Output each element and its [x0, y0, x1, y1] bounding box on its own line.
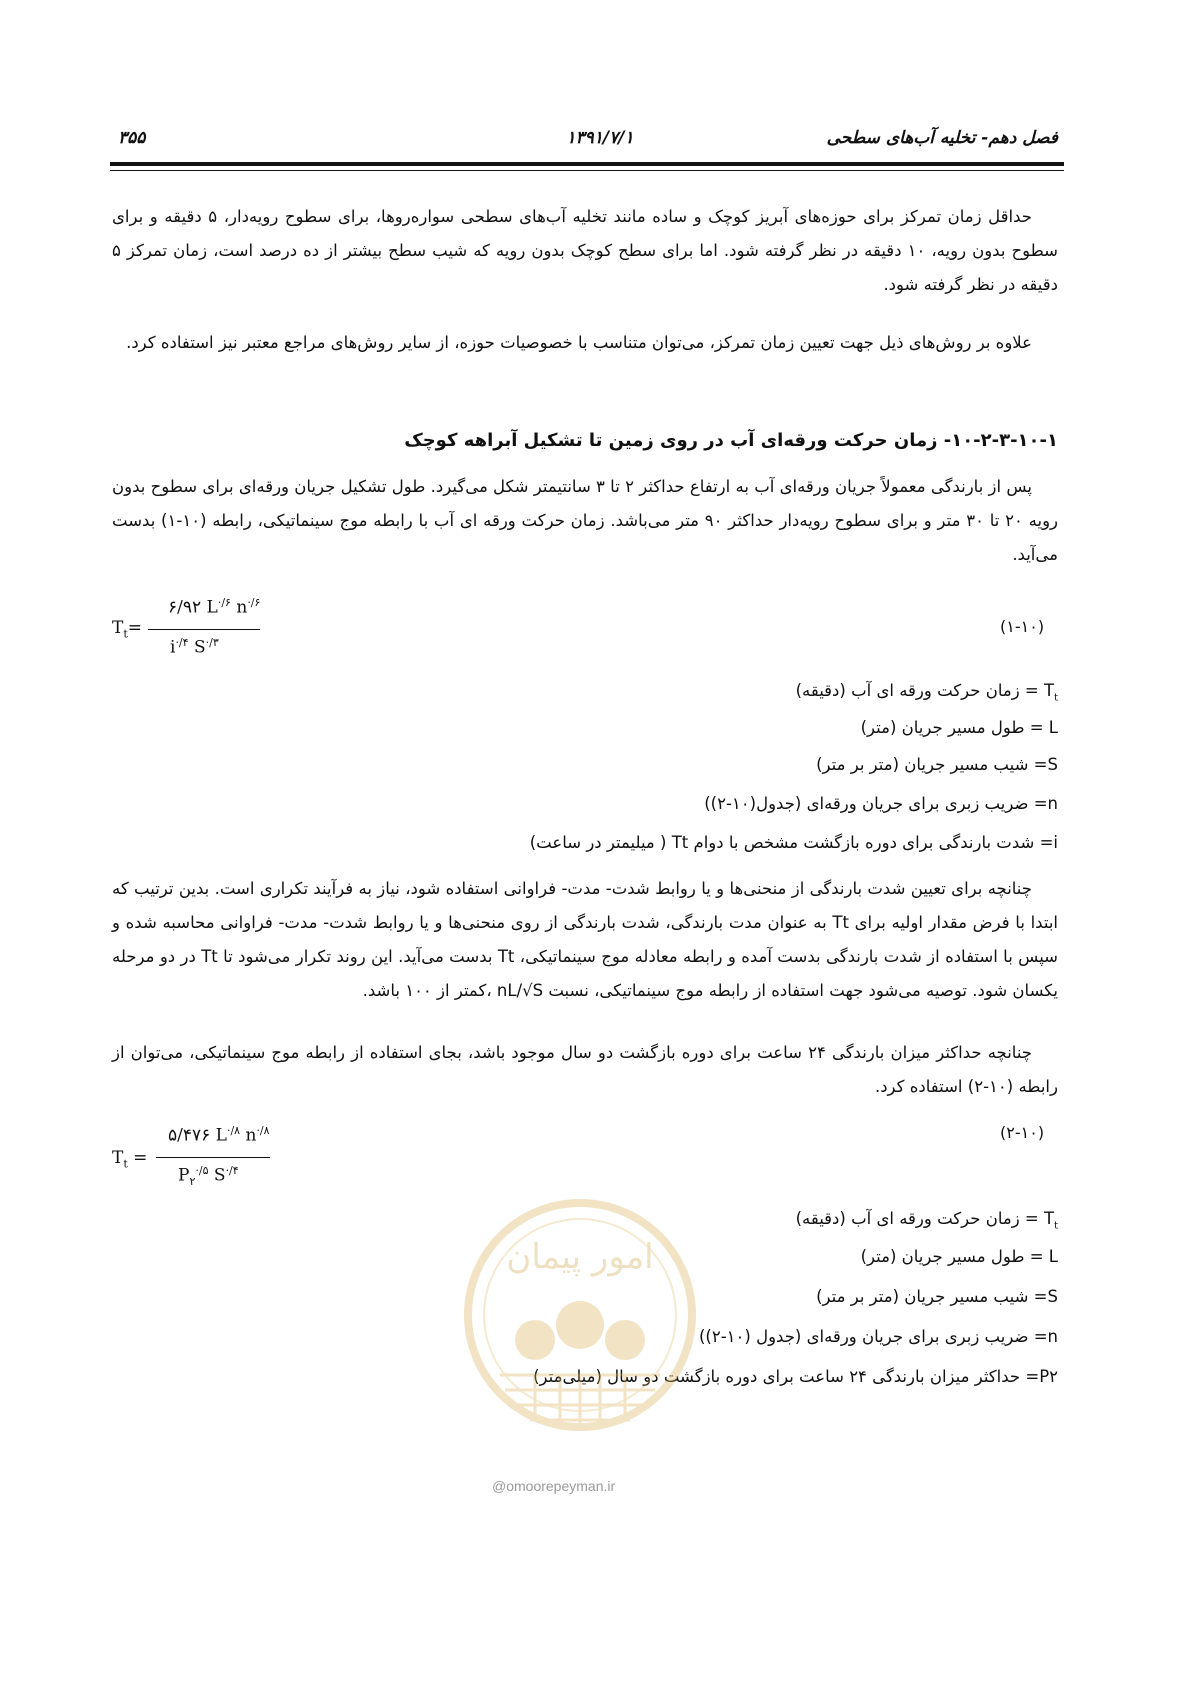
def-n: n= ضریب زبری برای جریان ورقه‌ای (جدول(۱۰-۲)): [704, 794, 1058, 813]
header-rule-thick: [110, 162, 1064, 166]
def-tt: [796, 676, 1058, 713]
def2-n: n= ضریب زبری برای جریان ورقه‌ای (جدول (۱۰-۲)): [698, 1327, 1058, 1346]
def2-p2: P۲= حداکثر میزان بارندگی ۲۴ ساعت برای دوره بازگشت دو سال (میلی‌متر): [533, 1367, 1058, 1386]
paragraph-24h-rain: چنانچه حداکثر میزان بارندگی ۲۴ ساعت برای دوره بازگشت دو سال موجود باشد، بجای استفاده از رابطه موج سینماتیکی، می‌توان از رابطه (۱۰-۲) استفاده کرد.: [112, 1043, 1058, 1096]
equation-number-2: (۲-۱۰): [1000, 1123, 1045, 1142]
paragraph-min-concentration-time: حداقل زمان تمرکز برای حوزه‌های آبریز کوچک و ساده مانند تخلیه آب‌های سطحی سواره‌روها، برای سطوح رویه‌دار، ۵ دقیقه و برای سطوح بدون رویه، ۱۰ دقیقه در نظر گرفته شود. اما برای سطح کوچک بدون رویه که شیب سطح بیشتر از ده درصد است، زمان تمرکز ۵ دقیقه در نظر گرفته شود.: [112, 207, 1058, 294]
def-s: S= شیب مسیر جریان (متر بر متر): [816, 755, 1058, 774]
formula-1-fraction-bar: [148, 629, 260, 630]
header-rule-thin: [110, 170, 1064, 171]
def2-l: L = طول مسیر جریان (متر): [860, 1247, 1058, 1266]
watermark-logo: [455, 1190, 705, 1460]
formula-2-numerator: ۵/۴۷۶ $L^{\cdot/۸}$ $n^{\cdot/۸}$: [168, 1124, 270, 1146]
section-heading: ۱۰-۲-۳-۱۰-۱- زمان حرکت ورقه‌ای آب در روی زمین تا تشکیل آبراهه کوچک: [404, 430, 1058, 451]
formula-1-denominator: $i^{\cdot/۴}$ $S^{\cdot/۳}$: [170, 636, 219, 658]
def2-tt-text: $T_t$ = زمان حرکت ورقه ای آب (دقیقه): [795, 1209, 1058, 1232]
formula-1: [112, 596, 312, 666]
def2-tt: [796, 1204, 1058, 1241]
paragraph-iteration: چنانچه برای تعیین شدت بارندگی از منحنی‌ها و یا روابط شدت- مدت- فراوانی استفاده شود، نیاز به فرآیند تکراری است. بدین ترتیب که ابتدا با فرض مقدار اولیه برای Tt به عنوان مدت بارندگی، شدت بارندگی از روی منحنی‌ها و یا روابط شدت- مدت- فراوانی محاسبه شده و سپس با استفاده از شدت بارندگی بدست آمده و رابطه معادله موج سینماتیکی، Tt بدست می‌آید. این روند تکرار می‌شود تا Tt در دو مرحله یکسان شود. توصیه می‌شود جهت استفاده از رابطه موج سینماتیکی، نسبت nL/√S ،کمتر از ۱۰۰ باشد.: [112, 879, 1059, 1000]
paragraph-sheet-flow: پس از بارندگی معمولاً جریان ورقه‌ای آب به ارتفاع حداکثر ۲ تا ۳ سانتیمتر شکل می‌گیرد. طول تشکیل جریان ورقه‌ای برای سطوح بدون رویه ۲۰ تا ۳۰ متر و برای سطوح رویه‌دار حداکثر ۹۰ متر می‌باشد. زمان حرکت ورقه ای آب با رابطه موج سینماتیکی، رابطه (۱۰-۱) بدست می‌آید.: [112, 477, 1059, 564]
equation-number-1: (۱-۱۰): [1000, 617, 1045, 636]
svg-text:امور پیمان: امور پیمان: [506, 1237, 654, 1277]
formula-2-fraction-bar: [156, 1157, 270, 1158]
watermark-url: @omoorepeyman.ir: [492, 1478, 616, 1494]
def-l: L = طول مسیر جریان (متر): [860, 718, 1058, 737]
formula-2-denominator: $P_۲^{\cdot/۵}$ $S^{\cdot/۴}$: [178, 1164, 239, 1189]
formula-1-numerator: ۶/۹۲ $L^{\cdot/۶}$ $n^{\cdot/۶}$: [168, 596, 261, 618]
def-tt-text: $T_t$ = زمان حرکت ورقه ای آب (دقیقه): [795, 681, 1058, 704]
paragraph-other-methods: علاوه بر روش‌های ذیل جهت تعیین زمان تمرکز، می‌توان متناسب با خصوصیات حوزه، از سایر روش‌های مراجع معتبر نیز استفاده کرد.: [126, 333, 1032, 352]
formula-1-lhs: $T_t=$: [112, 618, 143, 641]
def2-s: S= شیب مسیر جریان (متر بر متر): [816, 1287, 1058, 1306]
chapter-title: فصل دهم- تخلیه آب‌های سطحی: [826, 128, 1058, 148]
def-i: i= شدت بارندگی برای دوره بازگشت مشخص با دوام Tt ( میلیمتر در ساعت): [529, 833, 1058, 852]
header-date: ۱۳۹۱/۷/۱: [566, 128, 634, 148]
formula-2: [112, 1124, 332, 1194]
page-number: ۳۵۵: [118, 128, 146, 148]
formula-2-lhs: $T_t$ =: [112, 1148, 148, 1171]
